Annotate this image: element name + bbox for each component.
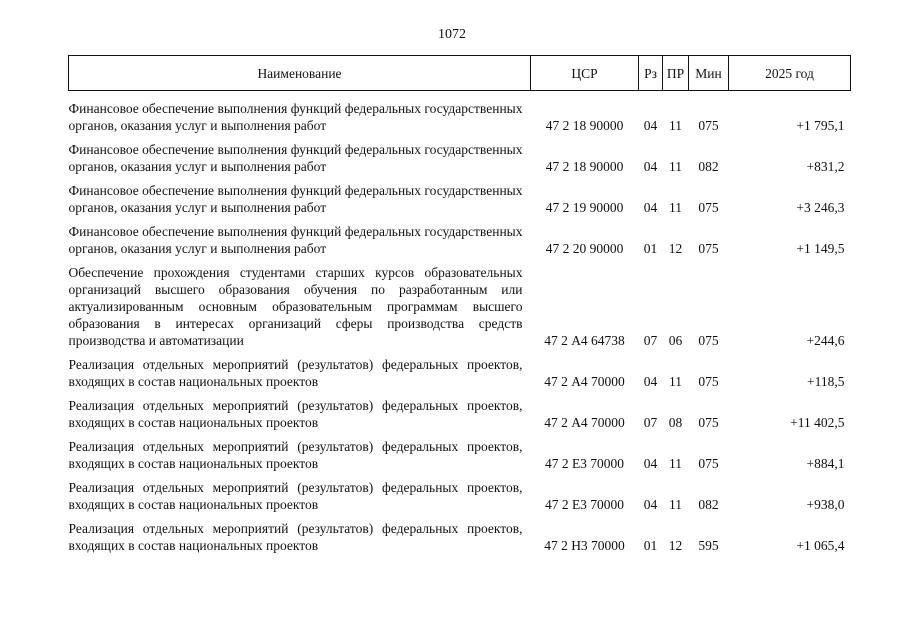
budget-table (68, 55, 851, 554)
cell-amount: +1 149,5 (796, 241, 845, 256)
cell-rz: 04 (643, 456, 658, 471)
table-row (69, 257, 851, 349)
cell-pr: 11 (669, 456, 682, 471)
cell-amount: +938,0 (806, 497, 845, 512)
cell-name: Реализация отдельных мероприятий (результатов) федеральных проектов, входящих в состав национальных проектов (68, 439, 523, 471)
cell-pr: 11 (669, 118, 682, 133)
cell-name: Реализация отдельных мероприятий (результатов) федеральных проектов, входящих в состав национальных проектов (68, 357, 523, 389)
cell-name: Обеспечение прохождения студентами старших курсов образовательных организаций высшего образования обучения по разработанным или актуализированным основным образовательным программам высшего образования в интересах организаций сферы производства средств производства и автоматизации (68, 265, 523, 348)
header-csr: ЦСР (531, 56, 639, 91)
header-year: 2025 год (729, 56, 851, 91)
cell-pr: 11 (669, 159, 682, 174)
cell-min: 075 (698, 374, 719, 389)
cell-csr: 47 2 А4 70000 (544, 415, 625, 430)
cell-pr: 08 (668, 415, 683, 430)
cell-csr: 47 2 Е3 70000 (544, 456, 625, 471)
cell-pr: 11 (669, 497, 682, 512)
cell-min: 075 (698, 333, 719, 348)
table-row (69, 390, 851, 431)
cell-rz: 01 (643, 538, 658, 553)
cell-rz: 04 (643, 118, 658, 133)
cell-pr: 06 (668, 333, 683, 348)
cell-name: Финансовое обеспечение выполнения функций федеральных государственных органов, оказания услуг и выполнения работ (68, 183, 523, 215)
cell-csr: 47 2 18 90000 (545, 118, 624, 133)
header-rz: Рз (639, 56, 663, 91)
cell-pr: 12 (668, 538, 683, 553)
cell-csr: 47 2 20 90000 (545, 241, 624, 256)
cell-min: 595 (698, 538, 719, 553)
cell-pr: 11 (669, 200, 682, 215)
table-row (69, 349, 851, 390)
cell-name: Реализация отдельных мероприятий (результатов) федеральных проектов, входящих в состав национальных проектов (68, 398, 523, 430)
table-body (69, 91, 851, 555)
cell-amount: +1 065,4 (796, 538, 845, 553)
cell-min: 075 (698, 200, 719, 215)
table-row (69, 513, 851, 554)
cell-amount: +3 246,3 (796, 200, 845, 215)
cell-amount: +1 795,1 (796, 118, 845, 133)
cell-rz: 04 (643, 200, 658, 215)
cell-amount: +884,1 (806, 456, 845, 471)
cell-min: 075 (698, 415, 719, 430)
table-row (69, 175, 851, 216)
cell-min: 075 (698, 456, 719, 471)
table-header (69, 56, 851, 91)
cell-csr: 47 2 18 90000 (545, 159, 624, 174)
cell-csr: 47 2 Е3 70000 (544, 497, 625, 512)
cell-name: Реализация отдельных мероприятий (результатов) федеральных проектов, входящих в состав национальных проектов (68, 480, 523, 512)
cell-amount: +11 402,5 (790, 415, 845, 430)
header-min: Мин (689, 56, 729, 91)
table-row (69, 91, 851, 135)
header-pr: ПР (663, 56, 689, 91)
cell-amount: +244,6 (806, 333, 845, 348)
cell-csr: 47 2 Н3 70000 (544, 538, 625, 553)
cell-min: 082 (698, 497, 719, 512)
cell-csr: 47 2 А4 70000 (544, 374, 625, 389)
table-row (69, 134, 851, 175)
cell-pr: 11 (669, 374, 682, 389)
cell-csr: 47 2 19 90000 (545, 200, 624, 215)
cell-min: 075 (698, 241, 719, 256)
cell-rz: 04 (643, 159, 658, 174)
cell-rz: 04 (643, 374, 658, 389)
cell-amount: +118,5 (807, 374, 845, 389)
cell-min: 075 (698, 118, 719, 133)
table-row (69, 472, 851, 513)
cell-name: Реализация отдельных мероприятий (результатов) федеральных проектов, входящих в состав национальных проектов (68, 521, 523, 553)
cell-rz: 04 (643, 497, 658, 512)
cell-name: Финансовое обеспечение выполнения функций федеральных государственных органов, оказания услуг и выполнения работ (68, 224, 523, 256)
cell-name: Финансовое обеспечение выполнения функций федеральных государственных органов, оказания услуг и выполнения работ (68, 101, 523, 133)
cell-rz: 07 (643, 333, 658, 348)
header-name: Наименование (69, 56, 531, 91)
cell-rz: 07 (643, 415, 658, 430)
cell-min: 082 (698, 159, 719, 174)
cell-name: Финансовое обеспечение выполнения функций федеральных государственных органов, оказания услуг и выполнения работ (68, 142, 523, 174)
cell-csr: 47 2 А4 64738 (544, 333, 625, 348)
cell-amount: +831,2 (806, 159, 845, 174)
table-row (69, 216, 851, 257)
cell-rz: 01 (643, 241, 658, 256)
table-row (69, 431, 851, 472)
cell-pr: 12 (668, 241, 683, 256)
page-number: 1072 (438, 27, 466, 42)
